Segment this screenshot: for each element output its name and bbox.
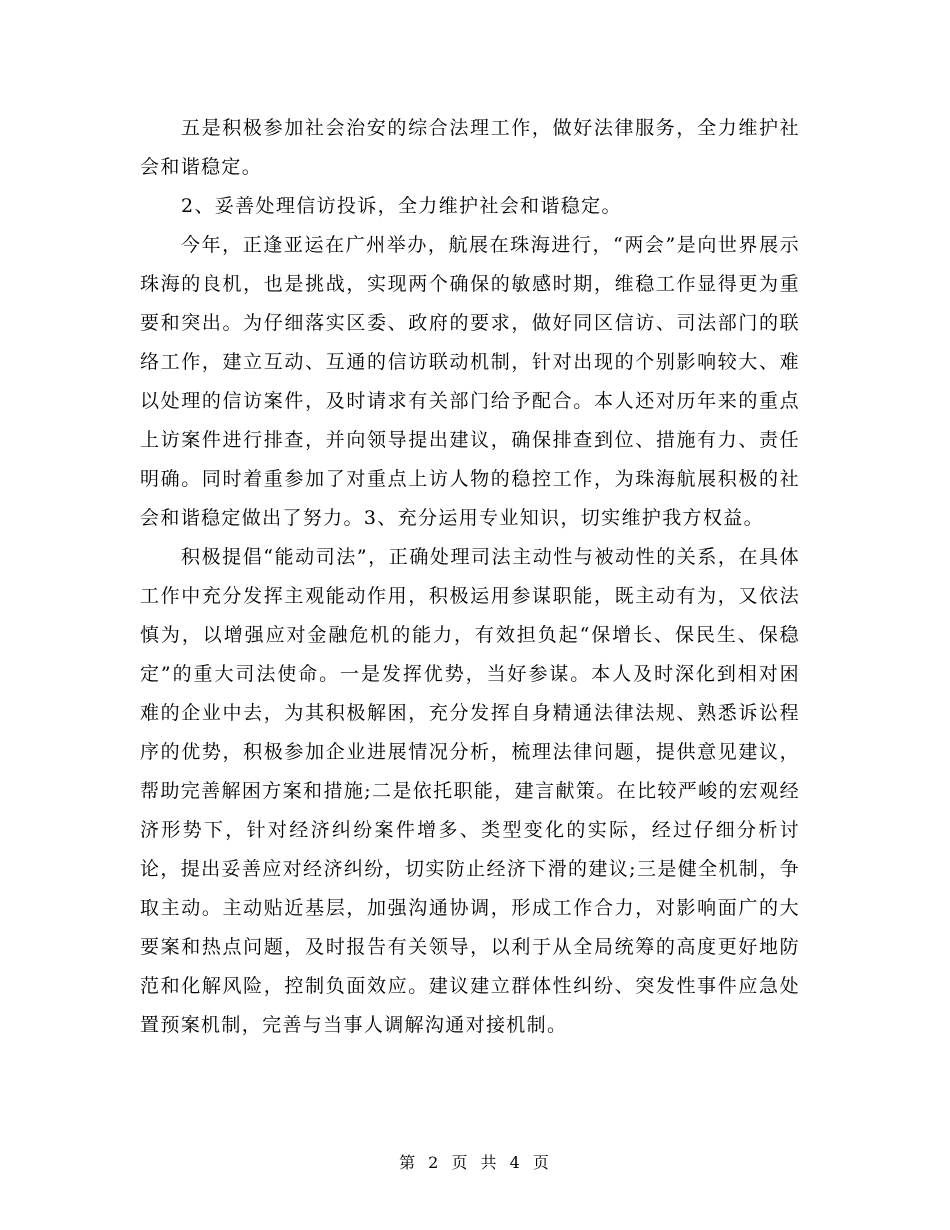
paragraph: 积极提倡“能动司法”，正确处理司法主动性与被动性的关系，在具体工作中充分发挥主观能动作用，积极运用参谋职能，既主动有为，又依法慎为，以增强应对金融危机的能力，有效担负起“保增长、保民生、保稳定”的重大司法使命。一是发挥优势，当好参谋。本人及时深化到相对困难的企业中去，为其积极解困，充分发挥自身精通法律法规、熟悉诉讼程序的优势，积极参加企业进展情况分析，梳理法律问题，提供意见建议，帮助完善解困方案和措施;二是依托职能，建言献策。在比较严峻的宏观经济形势下，针对经济纠纷案件增多、类型变化的实际，经过仔细分析讨论，提出妥善应对经济纠纷，切实防止经济下滑的建议;三是健全机制，争取主动。主动贴近基层，加强沟通协调，形成工作合力，对影响面广的大要案和热点问题，及时报告有关领导，以利于从全局统筹的高度更好地防范和化解风险，控制负面效应。建议建立群体性纠纷、突发性事件应急处置预案机制，完善与当事人调解沟通对接机制。 [140,546,800,1036]
paragraph: 今年，正逢亚运在广州举办，航展在珠海进行，“两会”是向世界展示珠海的良机，也是挑战，实现两个确保的敏感时期，维稳工作显得更为重要和突出。为仔细落实区委、政府的要求，做好同区信访、司法部门的联络工作，建立互动、互通的信访联动机制，针对出现的个别影响较大、难以处理的信访案件，及时请求有关部门给予配合。本人还对历年来的重点上访案件进行排查，并向领导提出建议，确保排查到位、措施有力、责任明确。同时着重参加了对重点上访人物的稳控工作，为珠海航展积极的社会和谐稳定做出了努力。3、充分运用专业知识，切实维护我方权益。 [140,234,800,529]
page-number-footer: 第 2 页 共 4 页 [399,1153,551,1172]
document-body [140,109,800,1045]
paragraph: 2、妥善处理信访投诉，全力维护社会和谐稳定。 [181,195,622,217]
paragraph: 五是积极参加社会治安的综合法理工作，做好法律服务，全力维护社会和谐稳定。 [140,117,800,178]
